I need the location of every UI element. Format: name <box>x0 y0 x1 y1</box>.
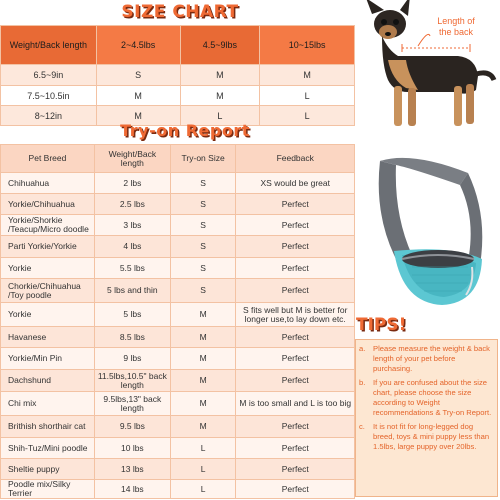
breed-cell: Yorkie <box>1 303 95 327</box>
feedback-cell: Perfect <box>236 279 355 303</box>
weight-cell: 9.5lbs,13" back length <box>94 392 170 416</box>
tip-label: a. <box>359 344 366 353</box>
try-on-row <box>1 438 355 459</box>
tip-item <box>359 344 493 374</box>
breed-cell: Chi mix <box>1 392 95 416</box>
breed-cell: Yorkie/Shorkie /Teacup/Micro doodle <box>1 215 95 236</box>
try-on-row <box>1 348 355 370</box>
size-cell: M <box>180 86 260 106</box>
weight-cell: 10 lbs <box>94 438 170 459</box>
feedback-cell: Perfect <box>236 480 355 499</box>
weight-cell: 14 lbs <box>94 480 170 499</box>
try-on-header-row <box>1 145 355 173</box>
try-on-row <box>1 327 355 348</box>
weight-cell: 11.5lbs,10.5" back length <box>94 370 170 392</box>
feedback-cell: S fits well but M is better for longer use,to lay down etc. <box>236 303 355 327</box>
size-header-cell: 2~4.5lbs <box>96 26 180 65</box>
breed-cell: Sheltie puppy <box>1 459 95 480</box>
size-chart-table <box>0 25 355 126</box>
tip-label: b. <box>359 378 366 387</box>
size-cell: S <box>96 65 180 86</box>
breed-cell: Poodle mix/Silky Terrier <box>1 480 95 499</box>
size-cell: M <box>180 65 260 86</box>
sling-carrier-illustration <box>372 155 492 315</box>
feedback-cell: Perfect <box>236 327 355 348</box>
size-header-cell: Weight/Back length <box>1 26 97 65</box>
tip-label: c. <box>359 422 365 431</box>
breed-cell: Yorkie <box>1 258 95 279</box>
size-cell: 8~12in <box>1 106 97 126</box>
feedback-cell: Perfect <box>236 194 355 215</box>
try-on-row <box>1 236 355 258</box>
size-cell: L <box>170 438 236 459</box>
try-header-cell: Try-on Size <box>170 145 236 173</box>
weight-cell: 5 lbs and thin <box>94 279 170 303</box>
size-cell: M <box>170 392 236 416</box>
weight-cell: 2.5 lbs <box>94 194 170 215</box>
size-cell: M <box>96 106 180 126</box>
weight-cell: 9 lbs <box>94 348 170 370</box>
try-on-title: Try-on Report <box>120 121 250 140</box>
tips-decoration: ! <box>398 315 407 335</box>
tips-title-text: TIPS <box>356 315 399 335</box>
try-on-row <box>1 459 355 480</box>
tip-item <box>359 378 493 418</box>
breed-cell: Dachshund <box>1 370 95 392</box>
feedback-cell: Perfect <box>236 459 355 480</box>
tip-item <box>359 422 493 452</box>
size-cell: S <box>170 215 236 236</box>
weight-cell: 5 lbs <box>94 303 170 327</box>
size-cell: L <box>180 106 260 126</box>
breed-cell: Brithish shorthair cat <box>1 416 95 438</box>
size-cell: M <box>170 370 236 392</box>
try-header-cell: Pet Breed <box>1 145 95 173</box>
weight-cell: 3 lbs <box>94 215 170 236</box>
size-cell: L <box>170 459 236 480</box>
size-cell: M <box>96 86 180 106</box>
try-on-table <box>0 144 355 499</box>
size-chart-title: SIZE CHART <box>121 2 239 22</box>
caption-line: the back <box>438 27 474 37</box>
size-cell: S <box>170 279 236 303</box>
breed-cell: Chorkie/Chihuahua /Toy poodle <box>1 279 95 303</box>
size-cell: L <box>260 86 355 106</box>
breed-cell: Chihuahua <box>1 173 95 194</box>
weight-cell: 9.5 lbs <box>94 416 170 438</box>
size-cell: S <box>170 258 236 279</box>
try-header-cell: Weight/Back length <box>94 145 170 173</box>
size-cell: S <box>170 173 236 194</box>
try-header-cell: Feedback <box>236 145 355 173</box>
feedback-cell: Perfect <box>236 370 355 392</box>
try-on-row <box>1 416 355 438</box>
try-on-row <box>1 480 355 499</box>
feedback-cell: XS would be great <box>236 173 355 194</box>
breed-cell: Shih-Tuz/Mini poodle <box>1 438 95 459</box>
feedback-cell: Perfect <box>236 438 355 459</box>
weight-cell: 4 lbs <box>94 236 170 258</box>
try-on-row <box>1 173 355 194</box>
tips-title <box>356 315 406 335</box>
weight-cell: 13 lbs <box>94 459 170 480</box>
feedback-cell: M is too small and L is too big <box>236 392 355 416</box>
try-on-row <box>1 258 355 279</box>
tip-text: Please measure the weight & back length of your pet before purchasing. <box>373 344 490 373</box>
size-cell: M <box>170 327 236 348</box>
weight-cell: 5.5 lbs <box>94 258 170 279</box>
feedback-cell: Perfect <box>236 258 355 279</box>
try-on-row <box>1 370 355 392</box>
size-chart-header-row <box>1 26 355 65</box>
try-on-row <box>1 215 355 236</box>
try-on-body <box>1 173 355 499</box>
feedback-cell: Perfect <box>236 215 355 236</box>
try-on-row <box>1 392 355 416</box>
size-cell: L <box>170 480 236 499</box>
tip-text: If you are confused about the size chart, please choose the size according to Weight recommendations & Try-on Report. <box>373 378 492 417</box>
size-header-cell: 4.5~9lbs <box>180 26 260 65</box>
size-cell: S <box>170 194 236 215</box>
size-cell: 7.5~10.5in <box>1 86 97 106</box>
feedback-cell: Perfect <box>236 236 355 258</box>
pet-carrier-image <box>372 155 492 315</box>
size-cell: M <box>260 65 355 86</box>
size-cell: 6.5~9in <box>1 65 97 86</box>
tips-box <box>355 339 498 497</box>
size-cell: S <box>170 236 236 258</box>
breed-cell: Parti Yorkie/Yorkie <box>1 236 95 258</box>
weight-cell: 2 lbs <box>94 173 170 194</box>
size-cell: M <box>170 303 236 327</box>
size-cell: M <box>170 416 236 438</box>
size-header-cell: 10~15lbs <box>260 26 355 65</box>
try-on-row <box>1 279 355 303</box>
tip-text: It is not fit for long-legged dog breed, toys & mini puppy less than 1.5lbs, large puppy over 20lbs. <box>373 422 490 451</box>
feedback-cell: Perfect <box>236 416 355 438</box>
breed-cell: Yorkie/Min Pin <box>1 348 95 370</box>
size-chart-row <box>1 65 355 86</box>
size-cell: L <box>260 106 355 126</box>
feedback-cell: Perfect <box>236 348 355 370</box>
caption-line: Length of <box>437 16 475 26</box>
back-length-caption <box>416 16 496 38</box>
breed-cell: Havanese <box>1 327 95 348</box>
size-chart-row <box>1 86 355 106</box>
try-on-row <box>1 303 355 327</box>
try-on-row <box>1 194 355 215</box>
breed-cell: Yorkie/Chihuahua <box>1 194 95 215</box>
size-cell: M <box>170 348 236 370</box>
weight-cell: 8.5 lbs <box>94 327 170 348</box>
